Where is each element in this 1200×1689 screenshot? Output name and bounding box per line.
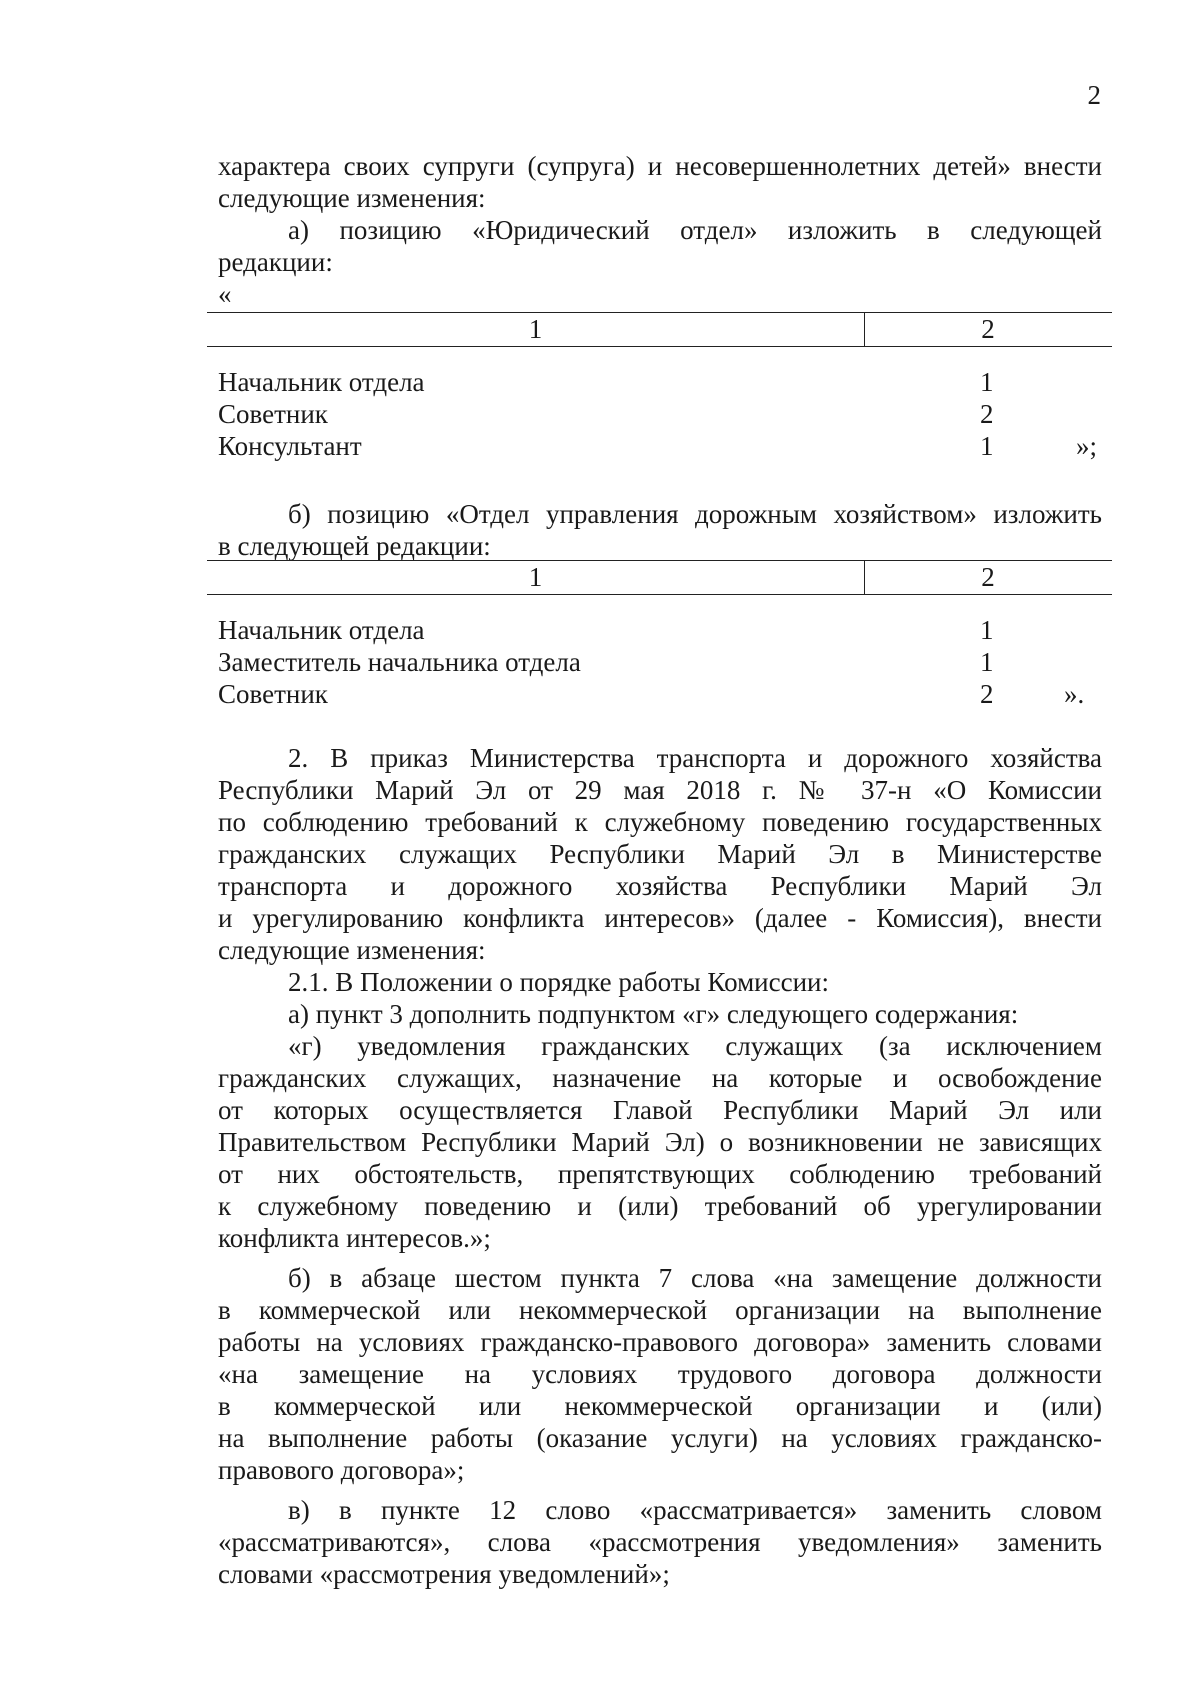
item-b-line-2: в следующей редакции:	[218, 531, 491, 561]
section-2-line-18: в коммерческой или некоммерческой организации на выполнение	[218, 1295, 1102, 1325]
table-1-header-rule	[207, 346, 1112, 347]
section-2-line-23: правового договора»;	[218, 1455, 465, 1485]
section-2-line-22: на выполнение работы (оказание услуги) на условиях гражданско-	[218, 1423, 1102, 1453]
table-1-close-quote: »;	[1076, 431, 1098, 461]
table-1-header-col-2: 2	[981, 314, 995, 344]
item-a-line-1: а) позицию «Юридический отдел» изложить в следующей	[288, 215, 1102, 245]
table-1-row-3-position: Консультант	[218, 431, 362, 461]
table-2-row-3-position: Советник	[218, 679, 328, 709]
table-1-row-1-count: 1	[980, 367, 994, 397]
section-2-line-21: в коммерческой или некоммерческой организации и (или)	[218, 1391, 1102, 1421]
section-2-line-24: в) в пункте 12 слово «рассматривается» заменить словом	[288, 1495, 1102, 1525]
section-2-line-13: Правительством Республики Марий Эл) о возникновении не зависящих	[218, 1127, 1102, 1157]
section-2-line-9: а) пункт 3 дополнить подпунктом «г» следующего содержания:	[288, 999, 1019, 1029]
table-2-header-rule	[207, 594, 1112, 595]
section-2-line-8: 2.1. В Положении о порядке работы Комиссии:	[288, 967, 829, 997]
section-2-line-19: работы на условиях гражданско-правового договора» заменить словами	[218, 1327, 1102, 1357]
intro-line-1: характера своих супруги (супруга) и несовершеннолетних детей» внести	[218, 151, 1102, 181]
section-2-line-1: 2. В приказ Министерства транспорта и дорожного хозяйства	[288, 743, 1102, 773]
page-number: 2	[1087, 80, 1101, 110]
section-2-line-2: Республики Марий Эл от 29 мая 2018 г. № 37-н «О Комиссии	[218, 775, 1102, 805]
section-2-line-3: по соблюдению требований к служебному поведению государственных	[218, 807, 1102, 837]
table-2-row-2-count: 1	[980, 647, 994, 677]
section-2-line-4: гражданских служащих Республики Марий Эл в Министерстве	[218, 839, 1102, 869]
section-2-line-6: и урегулированию конфликта интересов» (далее - Комиссия), внести	[218, 903, 1102, 933]
section-2-line-20: «на замещение на условиях трудового договора должности	[218, 1359, 1102, 1389]
section-2-line-5: транспорта и дорожного хозяйства Республики Марий Эл	[218, 871, 1102, 901]
intro-line-2: следующие изменения:	[218, 183, 486, 213]
section-2-line-7: следующие изменения:	[218, 935, 486, 965]
table-2-header-col-1: 1	[528, 562, 543, 592]
table-2-row-2-position: Заместитель начальника отдела	[218, 647, 581, 677]
item-a-line-2: редакции:	[218, 247, 333, 277]
table-2-top-rule	[207, 560, 1112, 561]
open-quote: «	[218, 279, 232, 309]
section-2-line-10: «г) уведомления гражданских служащих (за исключением	[288, 1031, 1102, 1061]
table-1-row-1-position: Начальник отдела	[218, 367, 425, 397]
section-2-line-17: б) в абзаце шестом пункта 7 слова «на замещение должности	[288, 1263, 1102, 1293]
table-2-row-3-count: 2	[980, 679, 994, 709]
table-2-close-quote: ».	[1064, 679, 1085, 709]
item-b-line-1: б) позицию «Отдел управления дорожным хозяйством» изложить	[288, 499, 1102, 529]
table-1-row-3-count: 1	[980, 431, 994, 461]
section-2-line-12: от которых осуществляется Главой Республики Марий Эл или	[218, 1095, 1102, 1125]
table-2-row-1-position: Начальник отдела	[218, 615, 425, 645]
section-2-line-15: к служебному поведению и (или) требований об урегулировании	[218, 1191, 1102, 1221]
table-1-row-2-position: Советник	[218, 399, 328, 429]
table-1-row-2-count: 2	[980, 399, 994, 429]
section-2-line-16: конфликта интересов.»;	[218, 1223, 491, 1253]
section-2-line-14: от них обстоятельств, препятствующих соблюдению требований	[218, 1159, 1102, 1189]
section-2-line-26: словами «рассмотрения уведомлений»;	[218, 1559, 670, 1589]
table-1-header-col-1: 1	[528, 314, 543, 344]
section-2-line-11: гражданских служащих, назначение на которые и освобождение	[218, 1063, 1102, 1093]
section-2-line-25: «рассматриваются», слова «рассмотрения уведомления» заменить	[218, 1527, 1102, 1557]
table-2-header-col-2: 2	[981, 562, 995, 592]
table-2-row-1-count: 1	[980, 615, 994, 645]
table-1-top-rule	[207, 312, 1112, 313]
